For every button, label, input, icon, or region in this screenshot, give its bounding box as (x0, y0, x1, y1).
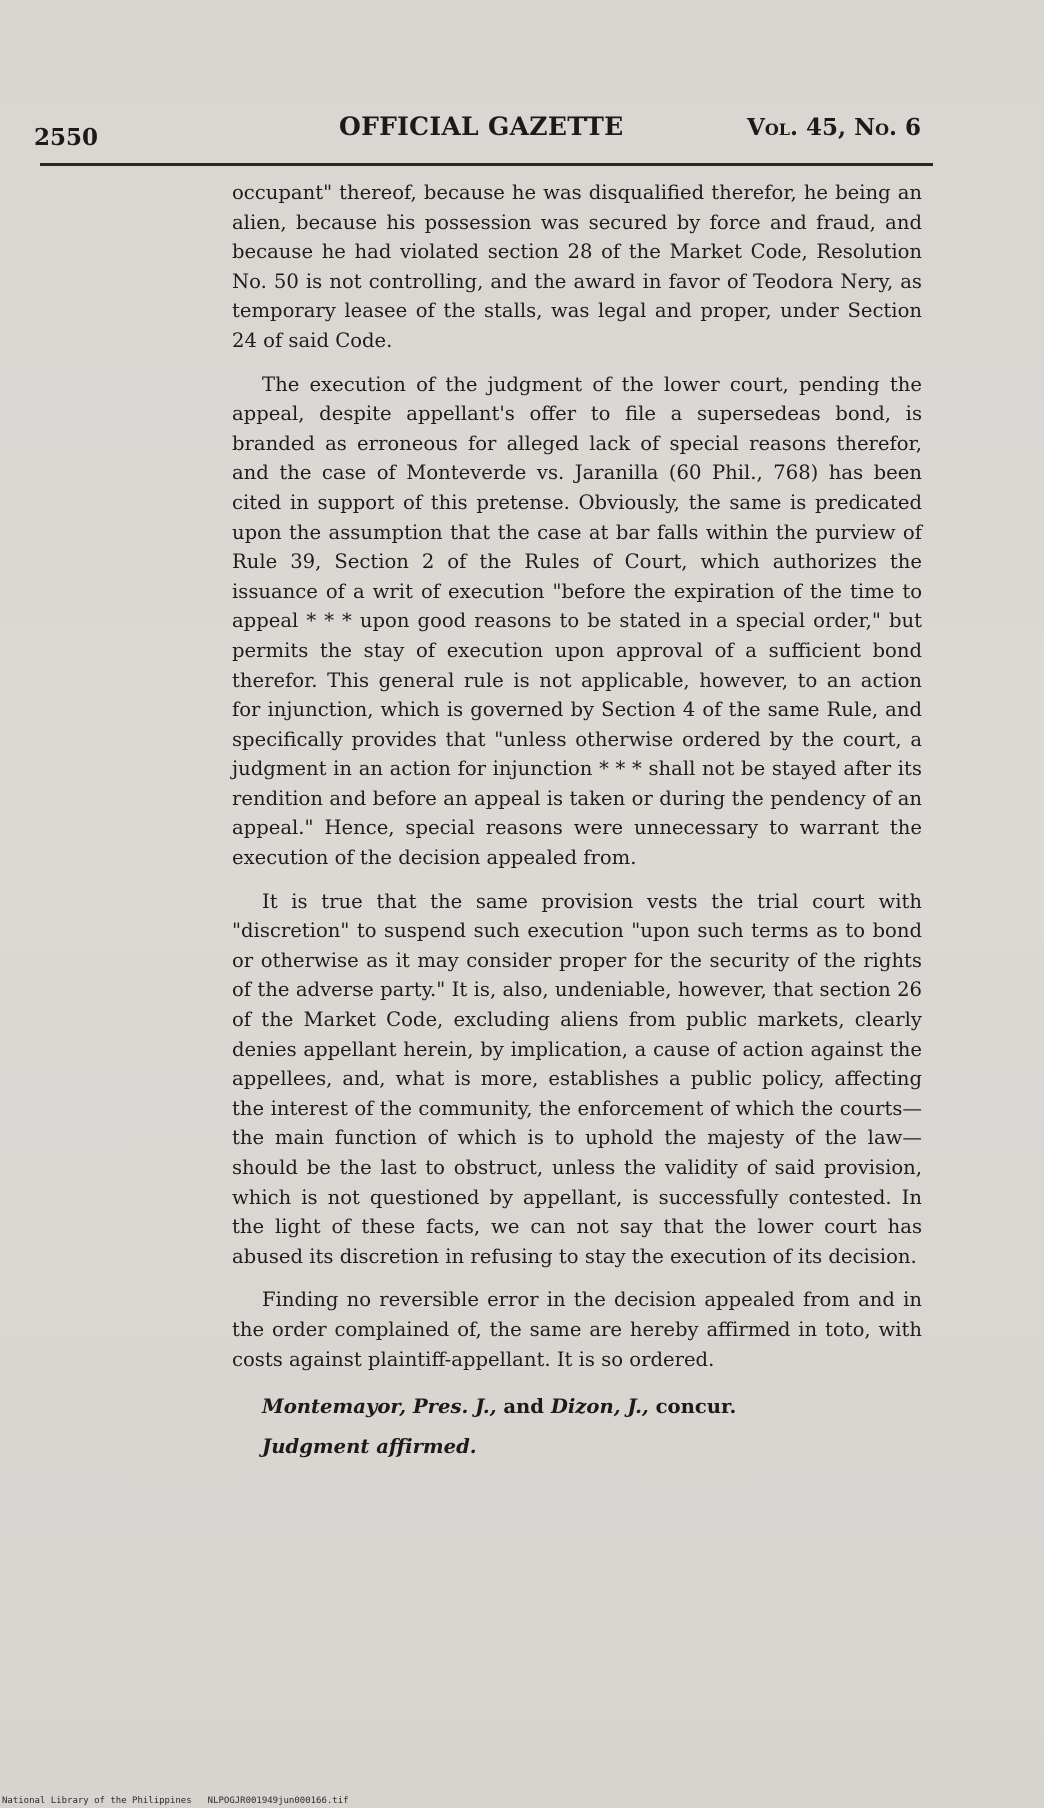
library-credit: National Library of the Philippines (2, 1796, 192, 1806)
page-number: 2550 (34, 124, 99, 151)
paragraph-3: It is true that the same provision vests the trial court with "discretion" to suspend such execution "upon such terms as to bond or otherwise as it may consider proper for the security of the rights of the adverse party." It is, also, undeniable, however, that section 26 of the Market Code, excluding aliens from public markets, clearly denies appellant herein, by implication, a cause of action against the appellees, and, what is more, establishes a public policy, affecting the interest of the community, the enforcement of which the courts—the main function of which is to uphold the majesty of the law—should be the last to obstruct, unless the validity of said provision, which is not questioned by appellant, is successfully contested. In the light of these facts, we can not say that the lower court has abused its discretion in refusing to stay the execution of its decision. (232, 889, 922, 1268)
page-header (34, 112, 934, 152)
header-rule (40, 163, 933, 166)
gazette-title: OFFICIAL GAZETTE (339, 112, 624, 141)
decision-body (232, 178, 922, 1461)
concur-tail: concur. (648, 1395, 737, 1419)
judge-dizon: Dizon, J., (550, 1395, 649, 1419)
concur-and: and (496, 1395, 551, 1419)
judgment-line: Judgment affirmed. (262, 1434, 477, 1458)
scan-footer (2, 1796, 365, 1806)
volume-number: Vol. 45, No. 6 (747, 114, 922, 141)
paragraph-4: Finding no reversible error in the decision appealed from and in the order complained of, the same are hereby affirmed in toto, with costs against plaintiff-appellant. It is so ordered. (232, 1288, 922, 1371)
concurrence-line (232, 1392, 922, 1422)
judge-montemayor: Montemayor, Pres. J., (262, 1395, 497, 1419)
paragraph-2: The execution of the judgment of the lower court, pending the appeal, despite appellant's offer to file a supersedeas bond, is branded as erroneous for alleged lack of special reasons therefor, and the case of Monteverde vs. Jaranilla (60 Phil., 768) has been cited in support of this pretense. Obviously, the same is predicated upon the assumption that the case at bar falls within the purview of Rule 39, Section 2 of the Rules of Court, which authorizes the issuance of a writ of execution "before the expiration of the time to appeal * * * upon good reasons to be stated in a special order," but permits the stay of execution upon approval of a sufficient bond therefor. This general rule is not applicable, however, to an action for injunction, which is governed by Section 4 of the same Rule, and specifically provides that "unless otherwise ordered by the court, a judgment in an action for injunction * * * shall not be stayed after its rendition and before an appeal is taken or during the pendency of an appeal." Hence, special reasons were unnecessary to warrant the execution of the decision appealed from. (232, 372, 922, 870)
scan-filename: NLPOGJR001949jun000166.tif (207, 1796, 349, 1806)
paragraph-1: occupant" thereof, because he was disqualified therefor, he being an alien, because his possession was secured by force and fraud, and because he had violated section 28 of the Market Code, Resolution No. 50 is not controlling, and the award in favor of Teodora Nery, as temporary leasee of the stalls, was legal and proper, under Section 24 of said Code. (232, 181, 922, 352)
